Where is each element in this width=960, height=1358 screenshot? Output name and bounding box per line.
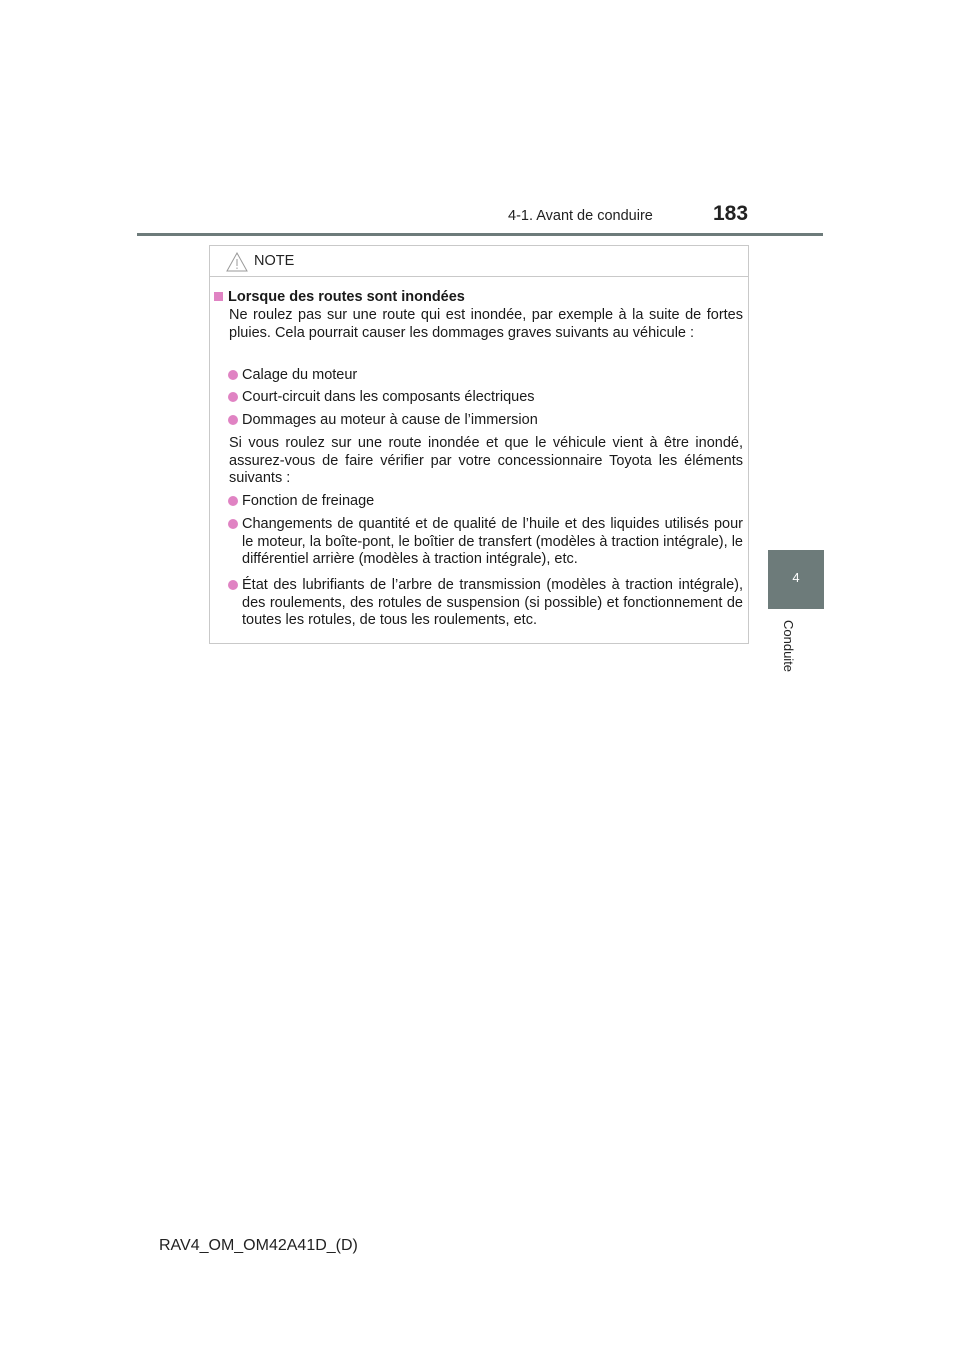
footer-document-code: RAV4_OM_OM42A41D_(D) — [159, 1237, 358, 1254]
chapter-side-label: Conduite — [781, 620, 796, 673]
note-second-paragraph: Si vous roulez sur une route inondée et que le véhicule vient à être inondé, assurez-vous de faire vérifier par votre concessionnaire Toyota les éléments suivants : — [229, 435, 743, 486]
note-heading — [214, 289, 465, 307]
list-item-text: Changements de quantité et de qualité de l’huile et des liquides utilisés pour le moteur, la boîte-pont, le boîtier de transfert (modèles à traction intégrale), le différentiel arrière (modèles à traction intégrale), etc. — [242, 516, 743, 567]
header-rule — [137, 233, 823, 236]
list-item-text: État des lubrifiants de l’arbre de transmission (modèles à traction intégrale), des roulements, des rotules de suspension (si possible) et fonctionnement de toutes les rotules, de tous les roulements, etc. — [242, 577, 743, 628]
list-item-text: Fonction de freinage — [242, 493, 375, 509]
note-intro-paragraph: Ne roulez pas sur une route qui est inondée, par exemple à la suite de fortes pluies. Cela pourrait causer les dommages graves suivants au véhicule : — [229, 307, 743, 341]
chapter-tab-number: 4 — [792, 570, 800, 585]
bullet-dot-icon — [228, 392, 238, 402]
note-box — [209, 245, 749, 644]
note-heading-text: Lorsque des routes sont inondées — [228, 289, 465, 305]
note-title: NOTE — [254, 253, 295, 269]
list-item-text: Calage du moteur — [242, 367, 358, 383]
bullet-dot-icon — [228, 415, 238, 425]
header-section-title: 4-1. Avant de conduire — [508, 208, 653, 224]
bullet-dot-icon — [228, 370, 238, 380]
note-header — [210, 246, 748, 277]
list-item-text: Dommages au moteur à cause de l’immersion — [242, 412, 538, 428]
chapter-tab — [768, 550, 824, 609]
square-bullet-icon — [214, 292, 223, 301]
bullet-dot-icon — [228, 496, 238, 506]
list-item-text: Court-circuit dans les composants électriques — [242, 389, 535, 405]
bullet-dot-icon — [228, 519, 238, 529]
bullet-dot-icon — [228, 580, 238, 590]
page-number: 183 — [713, 202, 749, 225]
warning-triangle-icon — [226, 252, 248, 277]
